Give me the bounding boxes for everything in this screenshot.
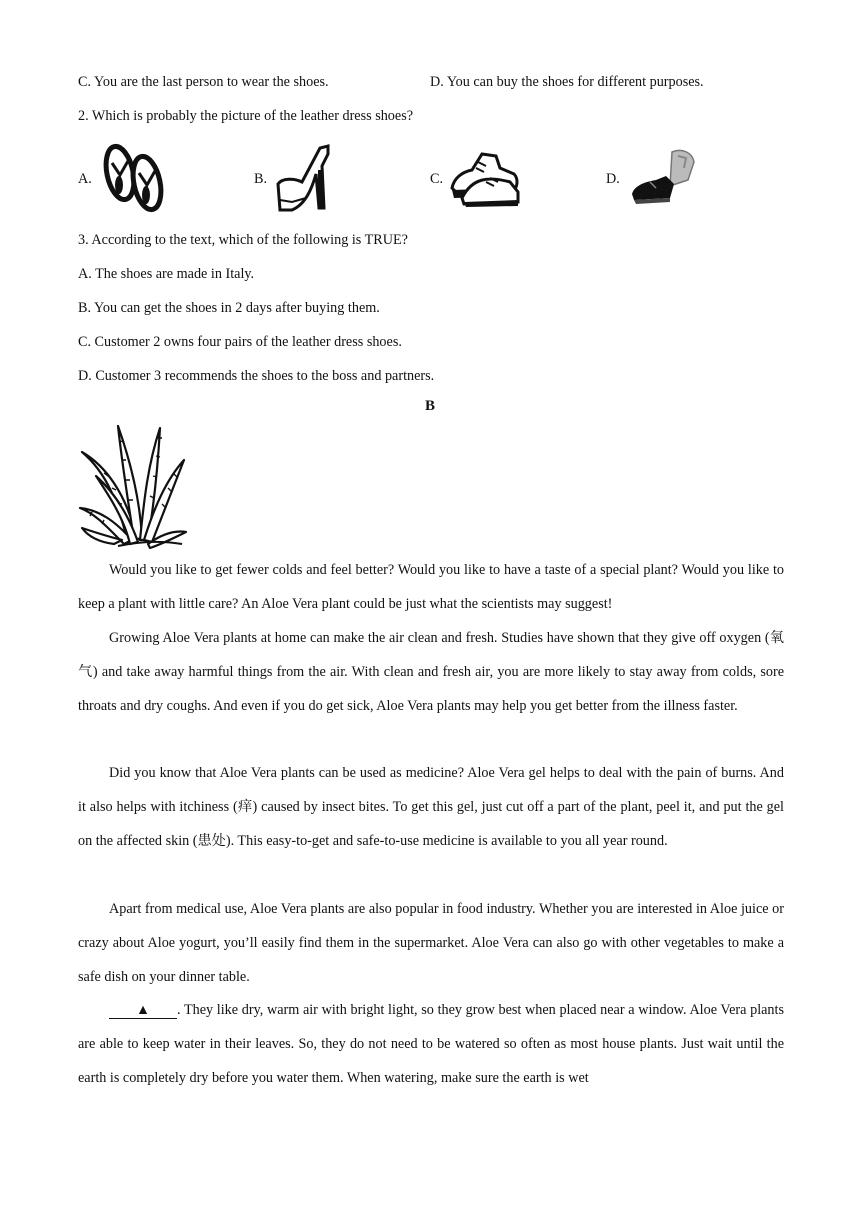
answer-blank: ▲	[109, 1002, 177, 1019]
q3-stem: 3. According to the text, which of the following is TRUE?	[78, 232, 408, 248]
q3-option-b: B. You can get the shoes in 2 days after buying them.	[78, 300, 380, 316]
q3-option-d: D. Customer 3 recommends the shoes to the boss and partners.	[78, 368, 435, 384]
q3-option-c: C. Customer 2 owns four pairs of the leather dress shoes.	[78, 334, 402, 350]
q2-label-b: B.	[254, 171, 268, 187]
dress-shoe-icon	[626, 148, 698, 206]
paragraph-5-text: . They like dry, warm air with bright light, so they grow best when placed near a window. Aloe Vera plants are able to keep water in their leaves. So, they do not need to be watered so often as most house plants. Just wait until the earth is completely dry before you water them. When watering, make sure the earth is wet	[78, 1002, 784, 1086]
q3-option-a: A. The shoes are made in Italy.	[78, 266, 255, 282]
q2-stem: 2. Which is probably the picture of the leather dress shoes?	[78, 108, 414, 124]
paragraph-1: Would you like to get fewer colds and feel better? Would you like to have a taste of a special plant? Would you like to keep a plant with little care? An Aloe Vera plant could be just what the scientists may suggest!	[78, 562, 784, 612]
high-heel-shoe-icon	[272, 142, 334, 214]
paragraph-3: Did you know that Aloe Vera plants can be used as medicine? Aloe Vera gel helps to deal with the pain of burns. And it also helps with itchiness (痒) caused by insect bites. To get this gel, just cut off a part of the plant, peel it, and put the gel on the affected skin (患处). This easy-to-get and safe-to-use medicine is available to you all year round.	[78, 765, 784, 849]
paragraph-5	[78, 994, 784, 1096]
q2-label-a: A.	[78, 171, 92, 187]
q1-option-c: C. You are the last person to wear the shoes.	[78, 74, 329, 90]
q2-label-d: D.	[606, 171, 620, 187]
sneakers-icon	[448, 148, 522, 208]
flip-flops-icon	[100, 143, 170, 215]
section-heading: B	[424, 398, 435, 414]
aloe-vera-plant-icon	[78, 424, 188, 550]
paragraph-4: Apart from medical use, Aloe Vera plants are also popular in food industry. Whether you are interested in Aloe juice or crazy about Aloe yogurt, you’ll easily find them in the supermarket. Aloe Vera can also go with other vegetables to make a safe dish on your dinner table.	[78, 901, 784, 985]
q1-option-d: D. You can buy the shoes for different purposes.	[430, 74, 704, 90]
paragraph-2: Growing Aloe Vera plants at home can make the air clean and fresh. Studies have shown that they give off oxygen (氧气) and take away harmful things from the air. With clean and fresh air, you are more likely to stay away from colds, sore throats and dry coughs. And even if you do get sick, Aloe Vera plants may help you get better from the illness faster.	[78, 630, 784, 714]
q2-label-c: C.	[430, 171, 444, 187]
